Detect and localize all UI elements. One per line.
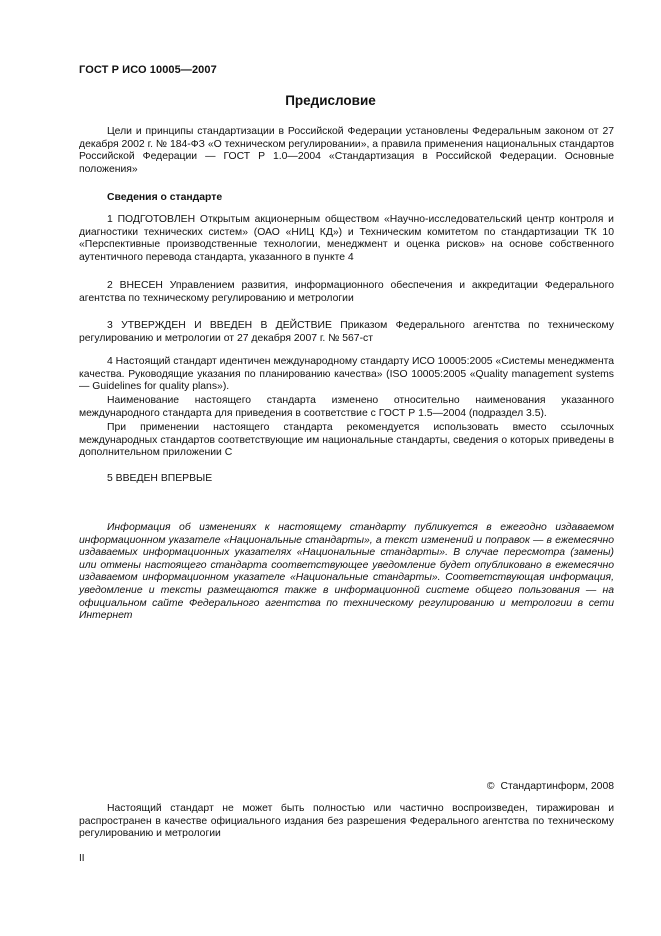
item-prepared: 1 ПОДГОТОВЛЕН Открытым акционерным обществом «Научно-исследовательский центр контроля и диагностики технических систем» (ОАО «НИЦ КД») и Техническим комитетом по стандартизации ТК 10 «Перспективные производственные технологии, менеджмент и оценка рисков» на основе собственного аутентичного перевода стандарта, указанного в пункте 4 xyxy=(79,214,614,263)
copyright xyxy=(487,781,614,792)
item-first-time: 5 ВВЕДЕН ВПЕРВЫЕ xyxy=(107,473,213,484)
standard-code: ГОСТ Р ИСО 10005—2007 xyxy=(79,64,217,76)
item-approved: 3 УТВЕРЖДЕН И ВВЕДЕН В ДЕЙСТВИЕ Приказом Федерального агентства по техническому регулированию и метрологии от 27 декабря 2007 г. № 567-ст xyxy=(79,320,614,344)
item-name-changed: Наименование настоящего стандарта изменено относительно наименования указанного международного стандарта для приведения в соответствие с ГОСТ Р 1.5—2004 (подраздел 3.5). xyxy=(79,395,614,419)
changes-notice: Информация об изменениях к настоящему стандарту публикуется в ежегодно издаваемом информационном указателе «Национальные стандарты», а текст изменений и поправок — в ежемесячно издаваемых информационных указателях «Национальные стандарты». В случае пересмотра (замены) или отмены настоящего стандарта соответствующее уведомление будет опубликовано в ежемесячно издаваемом информационном указателе «Национальные стандарты». Соответствующая информация, уведомление и тексты размещаются также в информационной системе общего пользования — на официальном сайте Федерального агентства по техническому регулированию и метрологии в сети Интернет xyxy=(79,522,614,622)
copyright-icon: © xyxy=(486,781,495,792)
info-heading: Сведения о стандарте xyxy=(107,192,223,203)
item-introduced-by: 2 ВНЕСЕН Управлением развития, информационного обеспечения и аккредитации Федерального агентства по техническому регулированию и метрологии xyxy=(79,280,614,304)
copyright-text: Стандартинформ, 2008 xyxy=(500,781,614,792)
intro-paragraph: Цели и принципы стандартизации в Российской Федерации установлены Федеральным законом от 27 декабря 2002 г. № 184-ФЗ «О техническом регулировании», а правила применения национальных стандартов Российской Федерации — ГОСТ Р 1.0—2004 «Стандартизация в Российской Федерации. Основные положения» xyxy=(79,126,614,175)
page-number: II xyxy=(79,853,85,864)
item-identical: 4 Настоящий стандарт идентичен международному стандарту ИСО 10005:2005 «Системы менеджмента качества. Руководящие указания по планированию качества» (ISO 10005:2005 «Quality management systems — Guidelines for quality plans»). xyxy=(79,356,614,393)
item-references: При применении настоящего стандарта рекомендуется использовать вместо ссылочных международных стандартов соответствующие им национальные стандарты, сведения о которых приведены в дополнительном приложении С xyxy=(79,422,614,459)
reproduction-notice: Настоящий стандарт не может быть полностью или частично воспроизведен, тиражирован и распространен в качестве официального издания без разрешения Федерального агентства по техническому регулированию и метрологии xyxy=(79,803,614,840)
page-title: Предисловие xyxy=(285,93,376,108)
